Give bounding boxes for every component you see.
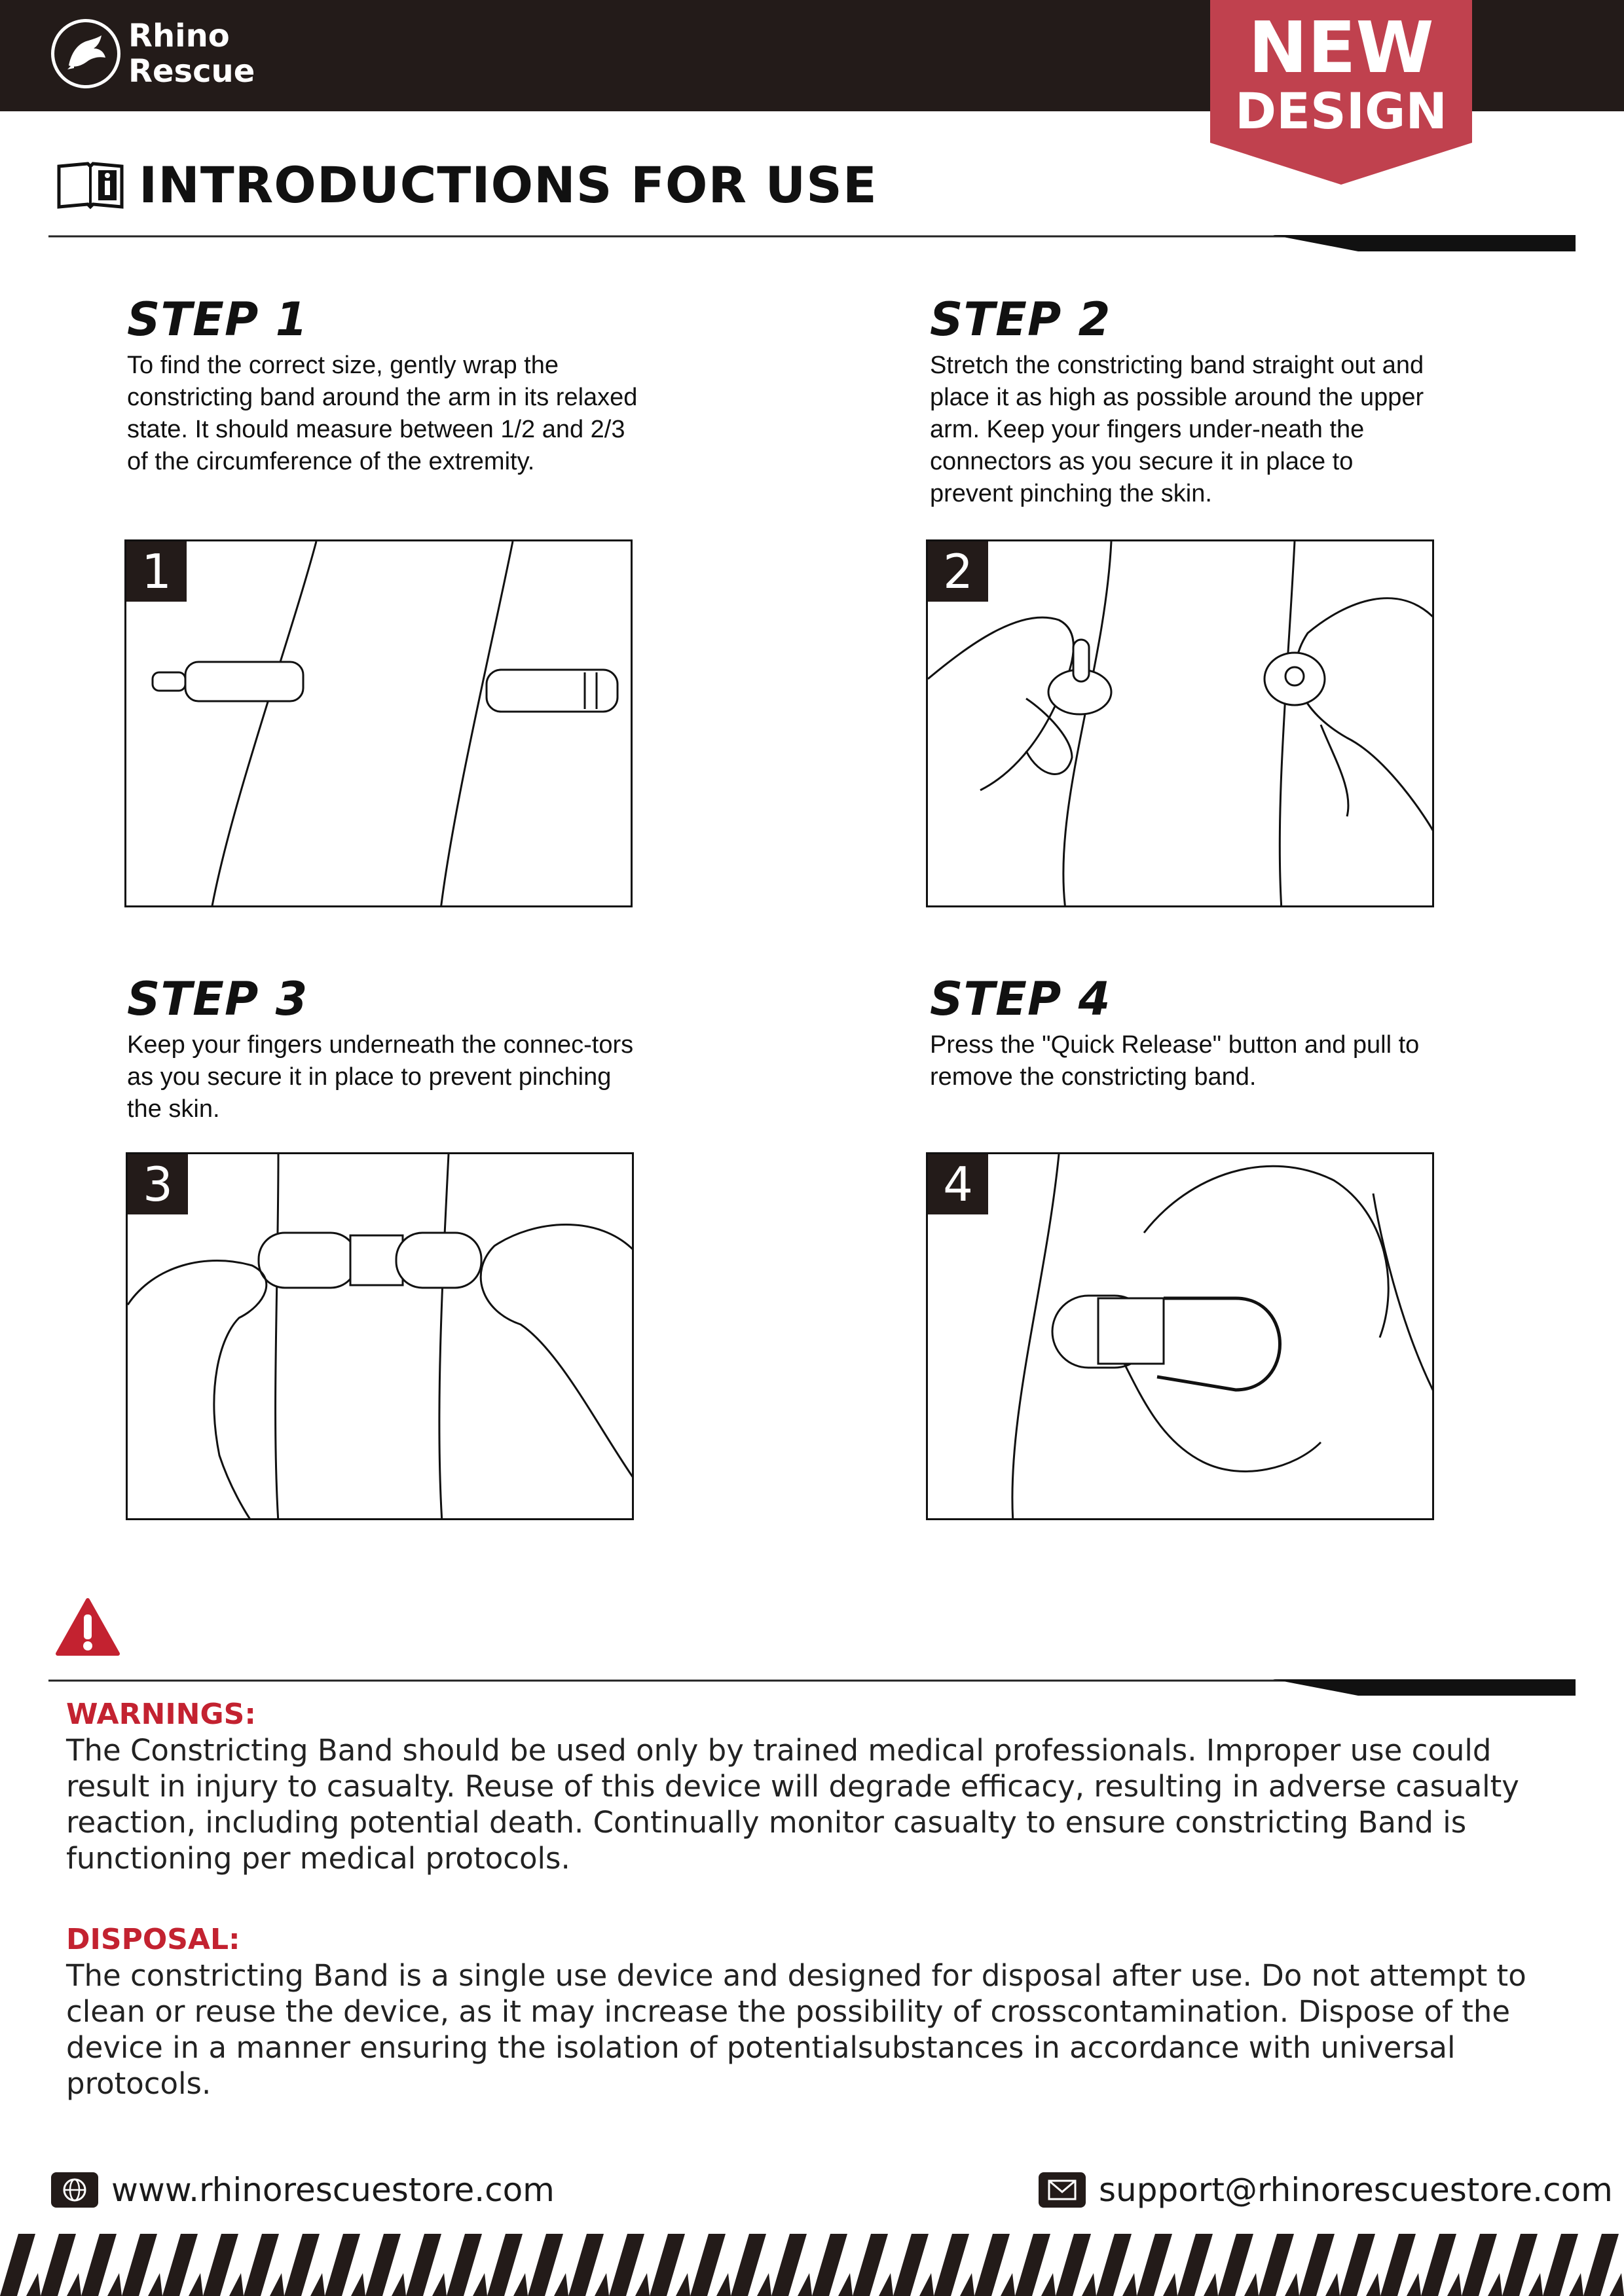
warnings-text: The Constricting Band should be used only by trained medical professionals. Improper use could result in injury to casualty. Reuse of this device will degrade efficacy, resulting in adverse casualty reaction, including potential death. Continually monitor casualty to ensure constricting Band is functioning per medical protocols. <box>66 1733 1519 1876</box>
brand-name-line1: Rhino <box>128 18 230 54</box>
step-4-heading: STEP 4 <box>930 972 1111 1026</box>
email-link[interactable] <box>1039 2171 1613 2209</box>
brand-name <box>128 18 255 89</box>
warning-triangle-icon <box>55 1597 120 1658</box>
disposal-heading: DISPOSAL: <box>66 1923 240 1956</box>
brand-name-line2: Rescue <box>128 53 255 90</box>
step-1 <box>127 292 638 478</box>
new-design-badge <box>1210 0 1472 185</box>
step-4-number: 4 <box>928 1154 988 1214</box>
disposal-text: The constricting Band is a single use device and designed for disposal after use. Do not attempt to clean or reuse the device, as it may increase the possibility of crosscontamination. Dispose of the device in a manner ensuring the isolation of potentialsubstances in accordance with universal protocols. <box>66 1958 1526 2101</box>
step-1-illustration <box>124 539 633 907</box>
step-4 <box>930 972 1441 1093</box>
website-text: www.rhinorescuestore.com <box>111 2171 555 2209</box>
instruction-book-icon <box>56 161 124 210</box>
warnings-section <box>66 1697 1572 1876</box>
disposal-section <box>66 1922 1572 2102</box>
badge-line2: DESIGN <box>1234 82 1447 140</box>
step-2-illustration <box>926 539 1434 907</box>
step-1-text: To find the correct size, gently wrap the constricting band around the arm in its relaxed state. It should measure between 1/2 and 2/3 of the circumference of the extremity. <box>127 352 638 475</box>
step-2-heading: STEP 2 <box>930 293 1111 346</box>
badge-line1: NEW <box>1248 7 1434 89</box>
step-3-number: 3 <box>128 1154 188 1214</box>
step-2-text: Stretch the constricting band straight out and place it as high as possible around the upper arm. Keep your fingers under-neath the connectors as you secure it in place to prevent pinching the skin. <box>930 352 1424 507</box>
step-2-number: 2 <box>928 541 988 602</box>
warnings-heading: WARNINGS: <box>66 1698 256 1731</box>
step-3-illustration <box>126 1152 634 1520</box>
brand-logo[interactable] <box>51 18 255 89</box>
step-3-text: Keep your fingers underneath the connec-tors as you secure it in place to prevent pinching the skin. <box>127 1031 634 1123</box>
globe-icon <box>51 2172 98 2208</box>
mail-icon <box>1039 2172 1086 2208</box>
email-text: support@rhinorescuestore.com <box>1099 2171 1613 2209</box>
rhino-logo-icon <box>51 19 120 88</box>
website-link[interactable] <box>51 2171 555 2209</box>
step-3 <box>127 972 638 1125</box>
step-1-number: 1 <box>126 541 187 602</box>
step-4-text: Press the "Quick Release" button and pull to remove the constricting band. <box>930 1031 1420 1091</box>
stripe-border <box>0 2234 1624 2296</box>
warnings-divider <box>48 1676 1576 1696</box>
page-title: INTRODUCTIONS FOR USE <box>139 156 877 214</box>
step-3-heading: STEP 3 <box>127 972 308 1026</box>
step-1-heading: STEP 1 <box>127 293 308 346</box>
step-4-illustration <box>926 1152 1434 1520</box>
step-2 <box>930 292 1441 510</box>
section-title <box>56 156 877 214</box>
title-divider <box>48 232 1576 251</box>
